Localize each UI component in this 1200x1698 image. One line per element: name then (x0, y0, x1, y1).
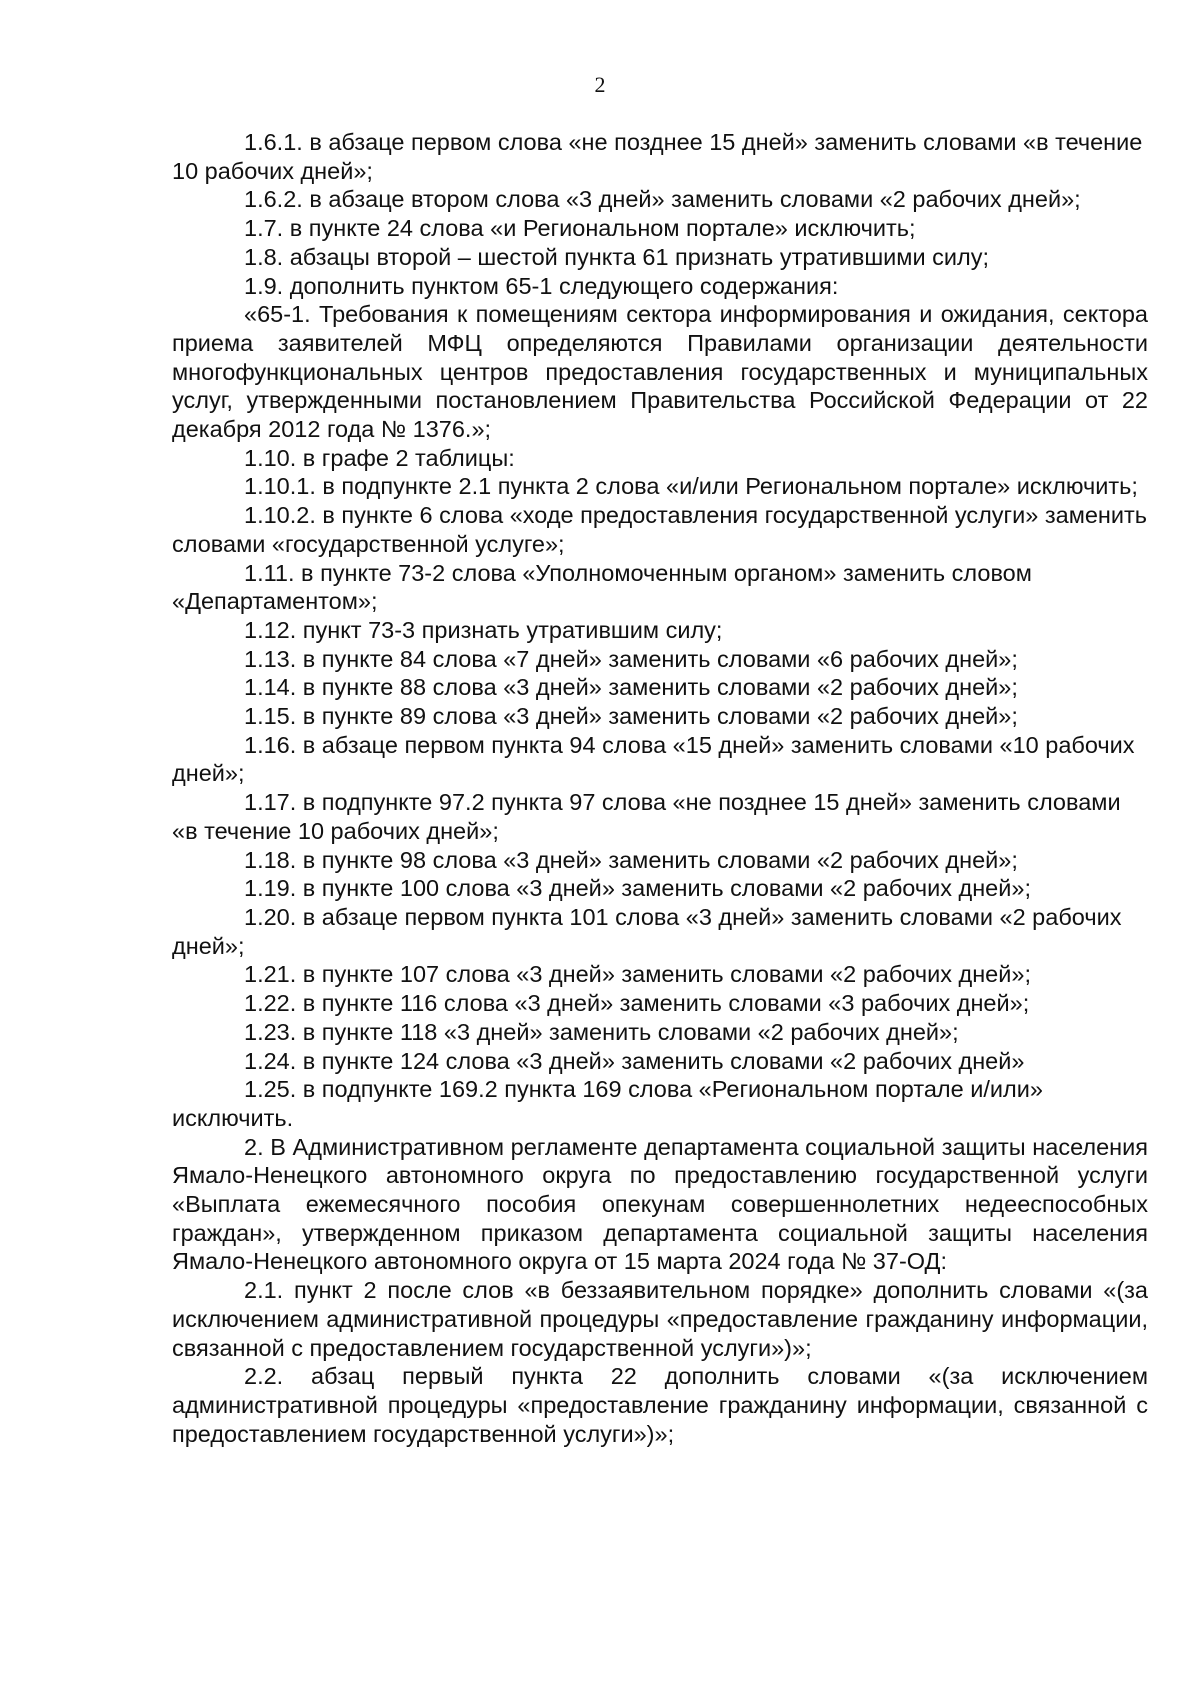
paragraph: 1.13. в пункте 84 слова «7 дней» заменить словами «6 рабочих дней»; (244, 645, 1018, 672)
paragraph: 1.16. в абзаце первом пункта 94 слова «15 дней» заменить словами «10 рабочих дней»; (172, 731, 1135, 787)
page-number: 2 (594, 72, 606, 97)
paragraph: 2. В Административном регламенте департамента социальной защиты населения Ямало-Ненецкого автономного округа по предоставлению государственной услуги «Выплата ежемесячного пособия опекунам совершеннолетних недееспособных граждан», утвержденном приказом департамента социальной защиты населения Ямало-Ненецкого автономного округа от 15 марта 2024 года № 37-ОД: (172, 1133, 1148, 1275)
paragraph: 1.12. пункт 73-3 признать утратившим силу; (244, 616, 723, 643)
paragraph: 1.22. в пункте 116 слова «3 дней» заменить словами «3 рабочих дней»; (244, 990, 1030, 1017)
paragraph: 1.20. в абзаце первом пункта 101 слова «3 дней» заменить словами «2 рабочих дней»; (172, 903, 1122, 959)
paragraph: 1.9. дополнить пунктом 65-1 следующего содержания: (244, 272, 839, 299)
paragraph: «65-1. Требования к помещениям сектора информирования и ожидания, сектора приема заявителей МФЦ определяются Правилами организации деятельности многофункциональных центров предоставления государственных и муниципальных услуг, утвержденными постановлением Правительства Российской Федерации от 22 декабря 2012 года № 1376.»; (172, 301, 1148, 443)
paragraph: 1.10. в графе 2 таблицы: (244, 444, 515, 471)
paragraph: 1.14. в пункте 88 слова «3 дней» заменить словами «2 рабочих дней»; (244, 674, 1018, 701)
paragraph: 2.2. абзац первый пункта 22 дополнить словами «(за исключением административной процедуры «предоставление гражданину информации, связанной с предоставлением государственной услуги»)»; (172, 1363, 1148, 1447)
paragraph: 1.7. в пункте 24 слова «и Региональном портале» исключить; (244, 215, 916, 242)
paragraph: 1.10.2. в пункте 6 слова «ходе предоставления государственной услуги» заменить словами «государственной услуге»; (172, 502, 1148, 557)
paragraph: 1.8. абзацы второй – шестой пункта 61 признать утратившими силу; (244, 243, 989, 270)
paragraph: 1.23. в пункте 118 «3 дней» заменить словами «2 рабочих дней»; (244, 1018, 959, 1045)
paragraph: 1.24. в пункте 124 слова «3 дней» заменить словами «2 рабочих дней» (244, 1047, 1025, 1074)
paragraph: 2.1. пункт 2 после слов «в беззаявительном порядке» дополнить словами «(за исключением административной процедуры «предоставление гражданину информации, связанной с предоставлением государственной услуги»)»; (172, 1277, 1148, 1361)
paragraph: 1.19. в пункте 100 слова «3 дней» заменить словами «2 рабочих дней»; (244, 875, 1031, 902)
paragraph: 1.18. в пункте 98 слова «3 дней» заменить словами «2 рабочих дней»; (244, 846, 1018, 873)
paragraph: 1.25. в подпункте 169.2 пункта 169 слова «Региональном портале и/или» исключить. (172, 1076, 1043, 1131)
paragraph: 1.15. в пункте 89 слова «3 дней» заменить словами «2 рабочих дней»; (244, 703, 1018, 730)
paragraph: 1.21. в пункте 107 слова «3 дней» заменить словами «2 рабочих дней»; (244, 961, 1031, 988)
paragraph: 1.11. в пункте 73-2 слова «Уполномоченным органом» заменить словом «Департаментом»; (172, 559, 1032, 615)
paragraph: 1.17. в подпункте 97.2 пункта 97 слова «не позднее 15 дней» заменить словами «в течение 10 рабочих дней»; (172, 789, 1121, 844)
paragraph: 1.10.1. в подпункте 2.1 пункта 2 слова «и/или Региональном портале» исключить; (244, 473, 1138, 500)
paragraph: 1.6.1. в абзаце первом слова «не позднее 15 дней» заменить словами «в течение 10 рабочих дней»; (172, 129, 1143, 184)
document-body (172, 128, 1148, 1448)
paragraph: 1.6.2. в абзаце втором слова «3 дней» заменить словами «2 рабочих дней»; (244, 186, 1081, 213)
